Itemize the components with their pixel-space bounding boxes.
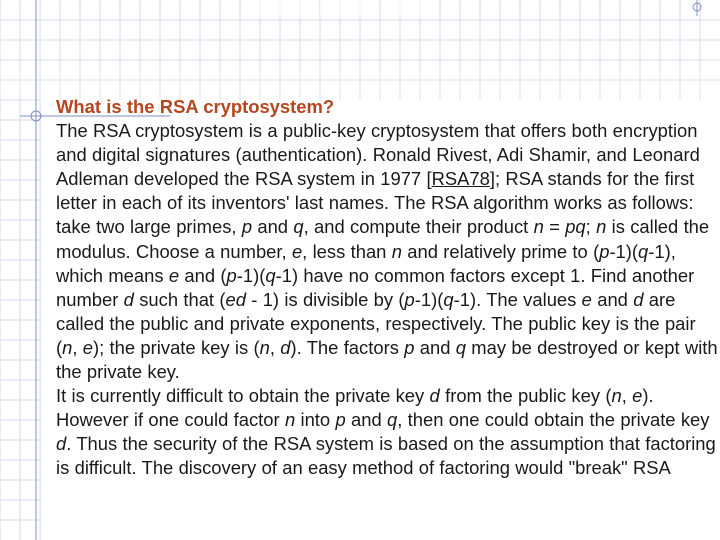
var-n: n bbox=[533, 216, 544, 238]
text-segment: and relatively prime to ( bbox=[401, 240, 600, 262]
var-ed: ed bbox=[225, 288, 246, 310]
var-p: p bbox=[404, 336, 415, 358]
var-e: e bbox=[632, 385, 643, 407]
var-q: q bbox=[638, 240, 649, 262]
var-e: e bbox=[581, 288, 592, 310]
text-segment: = bbox=[543, 216, 566, 238]
var-pq: pq bbox=[565, 216, 586, 238]
var-q: q bbox=[455, 336, 466, 358]
var-q: q bbox=[293, 216, 304, 238]
var-e: e bbox=[291, 240, 303, 262]
var-p: p bbox=[599, 240, 610, 262]
var-d: d bbox=[56, 433, 67, 455]
var-p: p bbox=[335, 409, 346, 431]
slide-content bbox=[56, 95, 720, 481]
var-q: q bbox=[265, 264, 276, 286]
text-segment: , bbox=[72, 336, 83, 358]
text-segment: such that ( bbox=[133, 288, 226, 310]
var-p: p bbox=[241, 216, 253, 238]
text-segment: may be destroyed or kept with the private key. bbox=[56, 336, 718, 383]
var-d: d bbox=[123, 288, 134, 310]
text-segment: and bbox=[252, 216, 294, 238]
title-text: What is the RSA cryptosystem? bbox=[56, 96, 335, 117]
slide-title bbox=[56, 95, 720, 119]
text-segment: ). However if one could factor bbox=[56, 385, 654, 431]
var-n: n bbox=[259, 336, 270, 358]
var-e: e bbox=[168, 264, 180, 286]
text-segment: - 1) is divisible by ( bbox=[245, 288, 405, 310]
text-segment: -1)( bbox=[609, 240, 639, 262]
text-segment: -1)( bbox=[236, 264, 266, 286]
text-segment: and bbox=[591, 288, 634, 310]
var-p: p bbox=[404, 288, 415, 310]
text-segment: It is currently difficult to obtain the private key bbox=[56, 385, 430, 407]
text-segment: ). The factors bbox=[290, 336, 405, 358]
text-segment: ; bbox=[585, 216, 597, 238]
paragraph-rsa-definition bbox=[56, 119, 720, 384]
text-segment: and ( bbox=[179, 264, 227, 286]
var-q: q bbox=[387, 409, 398, 431]
text-segment: and bbox=[414, 336, 456, 358]
text-segment: , bbox=[269, 336, 281, 358]
text-segment: into bbox=[295, 409, 336, 431]
paragraph-rsa-security bbox=[56, 384, 720, 480]
text-segment: -1), which means bbox=[56, 240, 676, 286]
var-n: n bbox=[62, 336, 73, 358]
var-d: d bbox=[429, 385, 440, 407]
var-n: n bbox=[596, 216, 607, 238]
text-segment: , then one could obtain the private key bbox=[397, 409, 710, 431]
text-segment: from the public key ( bbox=[439, 385, 612, 407]
var-n: n bbox=[611, 385, 622, 407]
text-segment: and bbox=[345, 409, 388, 431]
var-p: p bbox=[226, 264, 237, 286]
text-segment: -1) have no common factors except 1. Find another number bbox=[56, 264, 695, 310]
reference-link-rsa78[interactable]: RSA78 bbox=[431, 168, 490, 190]
text-segment: is called the modulus. Choose a number, bbox=[56, 216, 710, 262]
var-n: n bbox=[284, 409, 296, 431]
text-segment: , less than bbox=[302, 240, 392, 262]
var-n: n bbox=[391, 240, 402, 262]
text-segment: , and compute their product bbox=[303, 216, 534, 238]
var-d: d bbox=[633, 288, 644, 310]
var-d: d bbox=[280, 336, 291, 358]
text-segment: -1). The values bbox=[453, 288, 582, 310]
text-segment: ]; RSA stands for the first letter in each of its inventors' last names. The RSA algorithm works as follows: take two large primes, bbox=[56, 168, 695, 238]
var-q: q bbox=[443, 288, 454, 310]
text-segment: , bbox=[621, 385, 633, 407]
text-segment: -1)( bbox=[414, 288, 444, 310]
text-segment: ); the private key is ( bbox=[93, 336, 260, 358]
text-segment: are called the public and private exponents, respectively. The public key is the pair ( bbox=[56, 288, 696, 358]
text-segment: . Thus the security of the RSA system is based on the assumption that factoring is difficult. The discovery of an easy method of factoring would "break" RSA bbox=[56, 433, 716, 479]
var-e: e bbox=[82, 336, 94, 358]
text-segment: The RSA cryptosystem is a public-key cryptosystem that offers both encryption and digital signatures (authentication). Ronald Rivest, Adi Shamir, and Leonard Adleman developed the RSA system in 1977 [ bbox=[56, 120, 700, 190]
